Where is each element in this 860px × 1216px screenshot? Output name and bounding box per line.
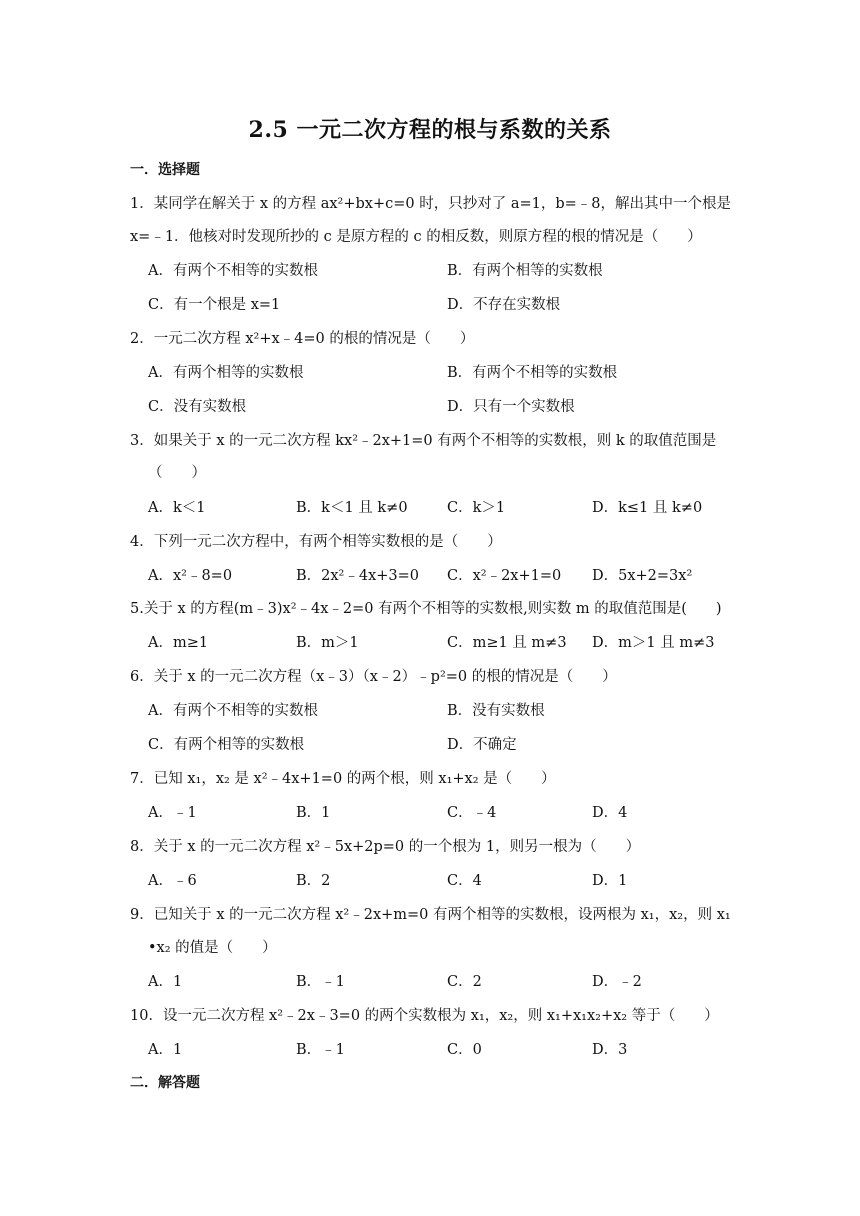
- question-7-option-b: B．1: [296, 805, 331, 821]
- question-4-option-d: D．5x+2=3x²: [592, 568, 693, 584]
- question-8-option-a: A．﹣6: [148, 873, 197, 889]
- question-3-option-b: B．k＜1 且 k≠0: [296, 500, 408, 516]
- question-7-stem: 7．已知 x₁，x₂ 是 x²﹣4x+1=0 的两个根，则 x₁+x₂ 是（ ）: [130, 771, 556, 787]
- question-8-option-d: D．1: [592, 873, 628, 889]
- question-9-option-a: A．1: [148, 974, 183, 990]
- question-9-option-d: D．﹣2: [592, 974, 642, 990]
- question-10-option-b: B．﹣1: [296, 1042, 345, 1058]
- question-3-stem: 3．如果关于 x 的一元二次方程 kx²﹣2x+1=0 有两个不相等的实数根，则 k 的取值范围是: [130, 433, 717, 449]
- question-5-option-b: B．m＞1: [296, 635, 359, 651]
- question-8-option-b: B．2: [296, 873, 331, 889]
- question-5-stem: 5.关于 x 的方程(m﹣3)x²﹣4x﹣2=0 有两个不相等的实数根,则实数 m 的取值范围是( ): [130, 601, 722, 617]
- question-6-stem: 6．关于 x 的一元二次方程（x﹣3）（x﹣2）﹣p²=0 的根的情况是（ ）: [130, 669, 617, 685]
- question-10-option-a: A．1: [148, 1042, 183, 1058]
- question-4-stem: 4．下列一元二次方程中，有两个相等实数根的是（ ）: [130, 534, 502, 550]
- question-1-option-c: C．有一个根是 x=1: [148, 297, 281, 313]
- question-10-option-d: D．3: [592, 1042, 628, 1058]
- section-heading-choice: 一．选择题: [130, 162, 200, 178]
- question-10-stem: 10．设一元二次方程 x²﹣2x﹣3=0 的两个实数根为 x₁，x₂，则 x₁+x₁x₂+x₂ 等于（ ）: [130, 1008, 719, 1024]
- section-heading-answer: 二．解答题: [130, 1075, 200, 1091]
- question-2-stem: 2．一元二次方程 x²+x﹣4=0 的根的情况是（ ）: [130, 331, 475, 347]
- question-6-option-b: B．没有实数根: [447, 703, 545, 719]
- question-9-option-b: B．﹣1: [296, 974, 345, 990]
- question-1-option-b: B．有两个相等的实数根: [447, 263, 603, 279]
- question-6-option-c: C．有两个相等的实数根: [148, 737, 305, 753]
- question-10-option-c: C．0: [447, 1042, 482, 1058]
- question-8-option-c: C．4: [447, 873, 482, 889]
- question-7-option-d: D．4: [592, 805, 628, 821]
- question-5-option-a: A．m≥1: [148, 635, 209, 651]
- question-2-option-b: B．有两个不相等的实数根: [447, 365, 618, 381]
- question-1-stem-cont: x=﹣1．他核对时发现所抄的 c 是原方程的 c 的相反数，则原方程的根的情况是（ ）: [130, 229, 702, 245]
- question-7-option-c: C．﹣4: [447, 805, 497, 821]
- question-1-option-d: D．不存在实数根: [447, 297, 561, 313]
- question-3-option-d: D．k≤1 且 k≠0: [592, 500, 703, 516]
- question-2-option-c: C．没有实数根: [148, 399, 247, 415]
- question-9-stem: 9．已知关于 x 的一元二次方程 x²﹣2x+m=0 有两个相等的实数根，设两根为 x₁，x₂，则 x₁: [130, 907, 731, 923]
- question-4-option-a: A．x²﹣8=0: [148, 568, 233, 584]
- question-9-option-c: C．2: [447, 974, 482, 990]
- question-6-option-d: D．不确定: [447, 737, 517, 753]
- question-1-option-a: A．有两个不相等的实数根: [148, 263, 318, 279]
- question-5-option-c: C．m≥1 且 m≠3: [447, 635, 567, 651]
- question-9-stem-cont: •x₂ 的值是（ ）: [148, 940, 277, 956]
- question-6-option-a: A．有两个不相等的实数根: [148, 703, 318, 719]
- question-5-option-d: D．m＞1 且 m≠3: [592, 635, 715, 651]
- question-2-option-d: D．只有一个实数根: [447, 399, 575, 415]
- question-3-option-c: C．k＞1: [447, 500, 506, 516]
- question-7-option-a: A．﹣1: [148, 805, 197, 821]
- question-3-stem-cont: （ ）: [148, 465, 206, 481]
- question-1-stem: 1．某同学在解关于 x 的方程 ax²+bx+c=0 时，只抄对了 a=1，b=﹣8，解出其中一个根是: [130, 196, 732, 212]
- question-3-option-a: A．k＜1: [148, 500, 206, 516]
- question-4-option-c: C．x²﹣2x+1=0: [447, 568, 562, 584]
- page-title: 2.5 一元二次方程的根与系数的关系: [248, 117, 612, 143]
- question-8-stem: 8．关于 x 的一元二次方程 x²﹣5x+2p=0 的一个根为 1，则另一根为（ ）: [130, 839, 641, 855]
- question-2-option-a: A．有两个相等的实数根: [148, 365, 304, 381]
- question-4-option-b: B．2x²﹣4x+3=0: [296, 568, 420, 584]
